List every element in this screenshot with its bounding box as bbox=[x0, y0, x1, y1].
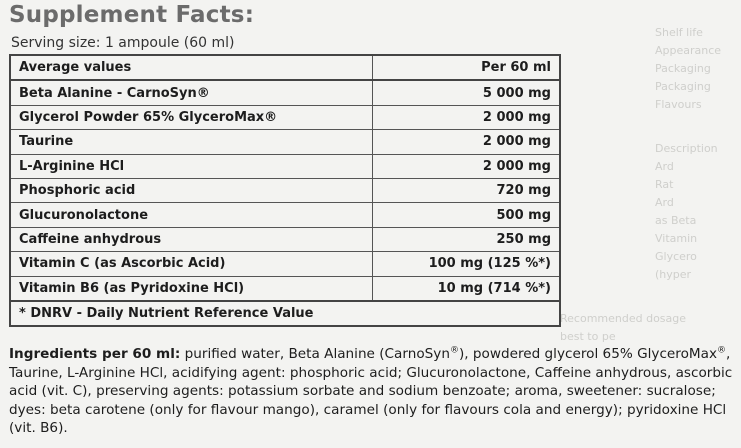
row-value: 10 mg (714 %*) bbox=[373, 276, 561, 301]
row-name: Vitamin C (as Ascorbic Acid) bbox=[10, 252, 373, 276]
row-name: Vitamin B6 (as Pyridoxine HCl) bbox=[10, 276, 373, 301]
row-name: Glucuronolactone bbox=[10, 203, 373, 227]
row-name: Taurine bbox=[10, 130, 373, 154]
table-row bbox=[10, 203, 560, 227]
table-row bbox=[10, 252, 560, 276]
row-value: 2 000 mg bbox=[373, 154, 561, 178]
row-name: Caffeine anhydrous bbox=[10, 227, 373, 251]
row-name: Glycerol Powder 65% GlyceroMax® bbox=[10, 105, 373, 129]
registered-mark: ® bbox=[449, 345, 459, 356]
row-value: 2 000 mg bbox=[373, 105, 561, 129]
supplement-facts-table bbox=[9, 54, 561, 327]
row-value: 720 mg bbox=[373, 178, 561, 202]
row-value: 2 000 mg bbox=[373, 130, 561, 154]
header-value: Per 60 ml bbox=[373, 55, 561, 80]
table-row bbox=[10, 80, 560, 105]
registered-mark: ® bbox=[717, 345, 726, 356]
ingredients-paragraph bbox=[9, 345, 734, 438]
ingredients-label: Ingredients per 60 ml: bbox=[9, 346, 181, 362]
row-value: 100 mg (125 %*) bbox=[373, 252, 561, 276]
row-value: 5 000 mg bbox=[373, 80, 561, 105]
footnote: * DNRV - Daily Nutrient Reference Value bbox=[10, 301, 560, 326]
table-row bbox=[10, 178, 560, 202]
row-name: L-Arginine HCl bbox=[10, 154, 373, 178]
page-title: Supplement Facts: bbox=[9, 2, 255, 28]
ingredients-text-2: ), powdered glycerol 65% GlyceroMax bbox=[458, 346, 717, 362]
row-value: 500 mg bbox=[373, 203, 561, 227]
serving-size: Serving size: 1 ampoule (60 ml) bbox=[11, 35, 235, 51]
table-row bbox=[10, 105, 560, 129]
table-row bbox=[10, 130, 560, 154]
ingredients-text-1: purified water, Beta Alanine (CarnoSyn bbox=[180, 346, 450, 362]
table-row bbox=[10, 276, 560, 301]
table-header-row bbox=[10, 55, 560, 80]
table-footnote-row bbox=[10, 301, 560, 326]
table-row bbox=[10, 227, 560, 251]
header-name: Average values bbox=[10, 55, 373, 80]
table-row bbox=[10, 154, 560, 178]
row-name: Phosphoric acid bbox=[10, 178, 373, 202]
row-value: 250 mg bbox=[373, 227, 561, 251]
ingredients-text-3: , Taurine, L-Arginine HCl, acidifying agent: phosphoric acid; Glucuronolactone, Caffeine anhydrous, ascorbic acid (vit. C), preserving agents: potassium sorbate and sodium benzoate; aroma, sweetener: sucralose; dyes: beta carotene (only for flavour mango), caramel (only for flavours cola and energy); pyridoxine HCl (vit. B6). bbox=[9, 346, 733, 437]
row-name: Beta Alanine - CarnoSyn® bbox=[10, 80, 373, 105]
